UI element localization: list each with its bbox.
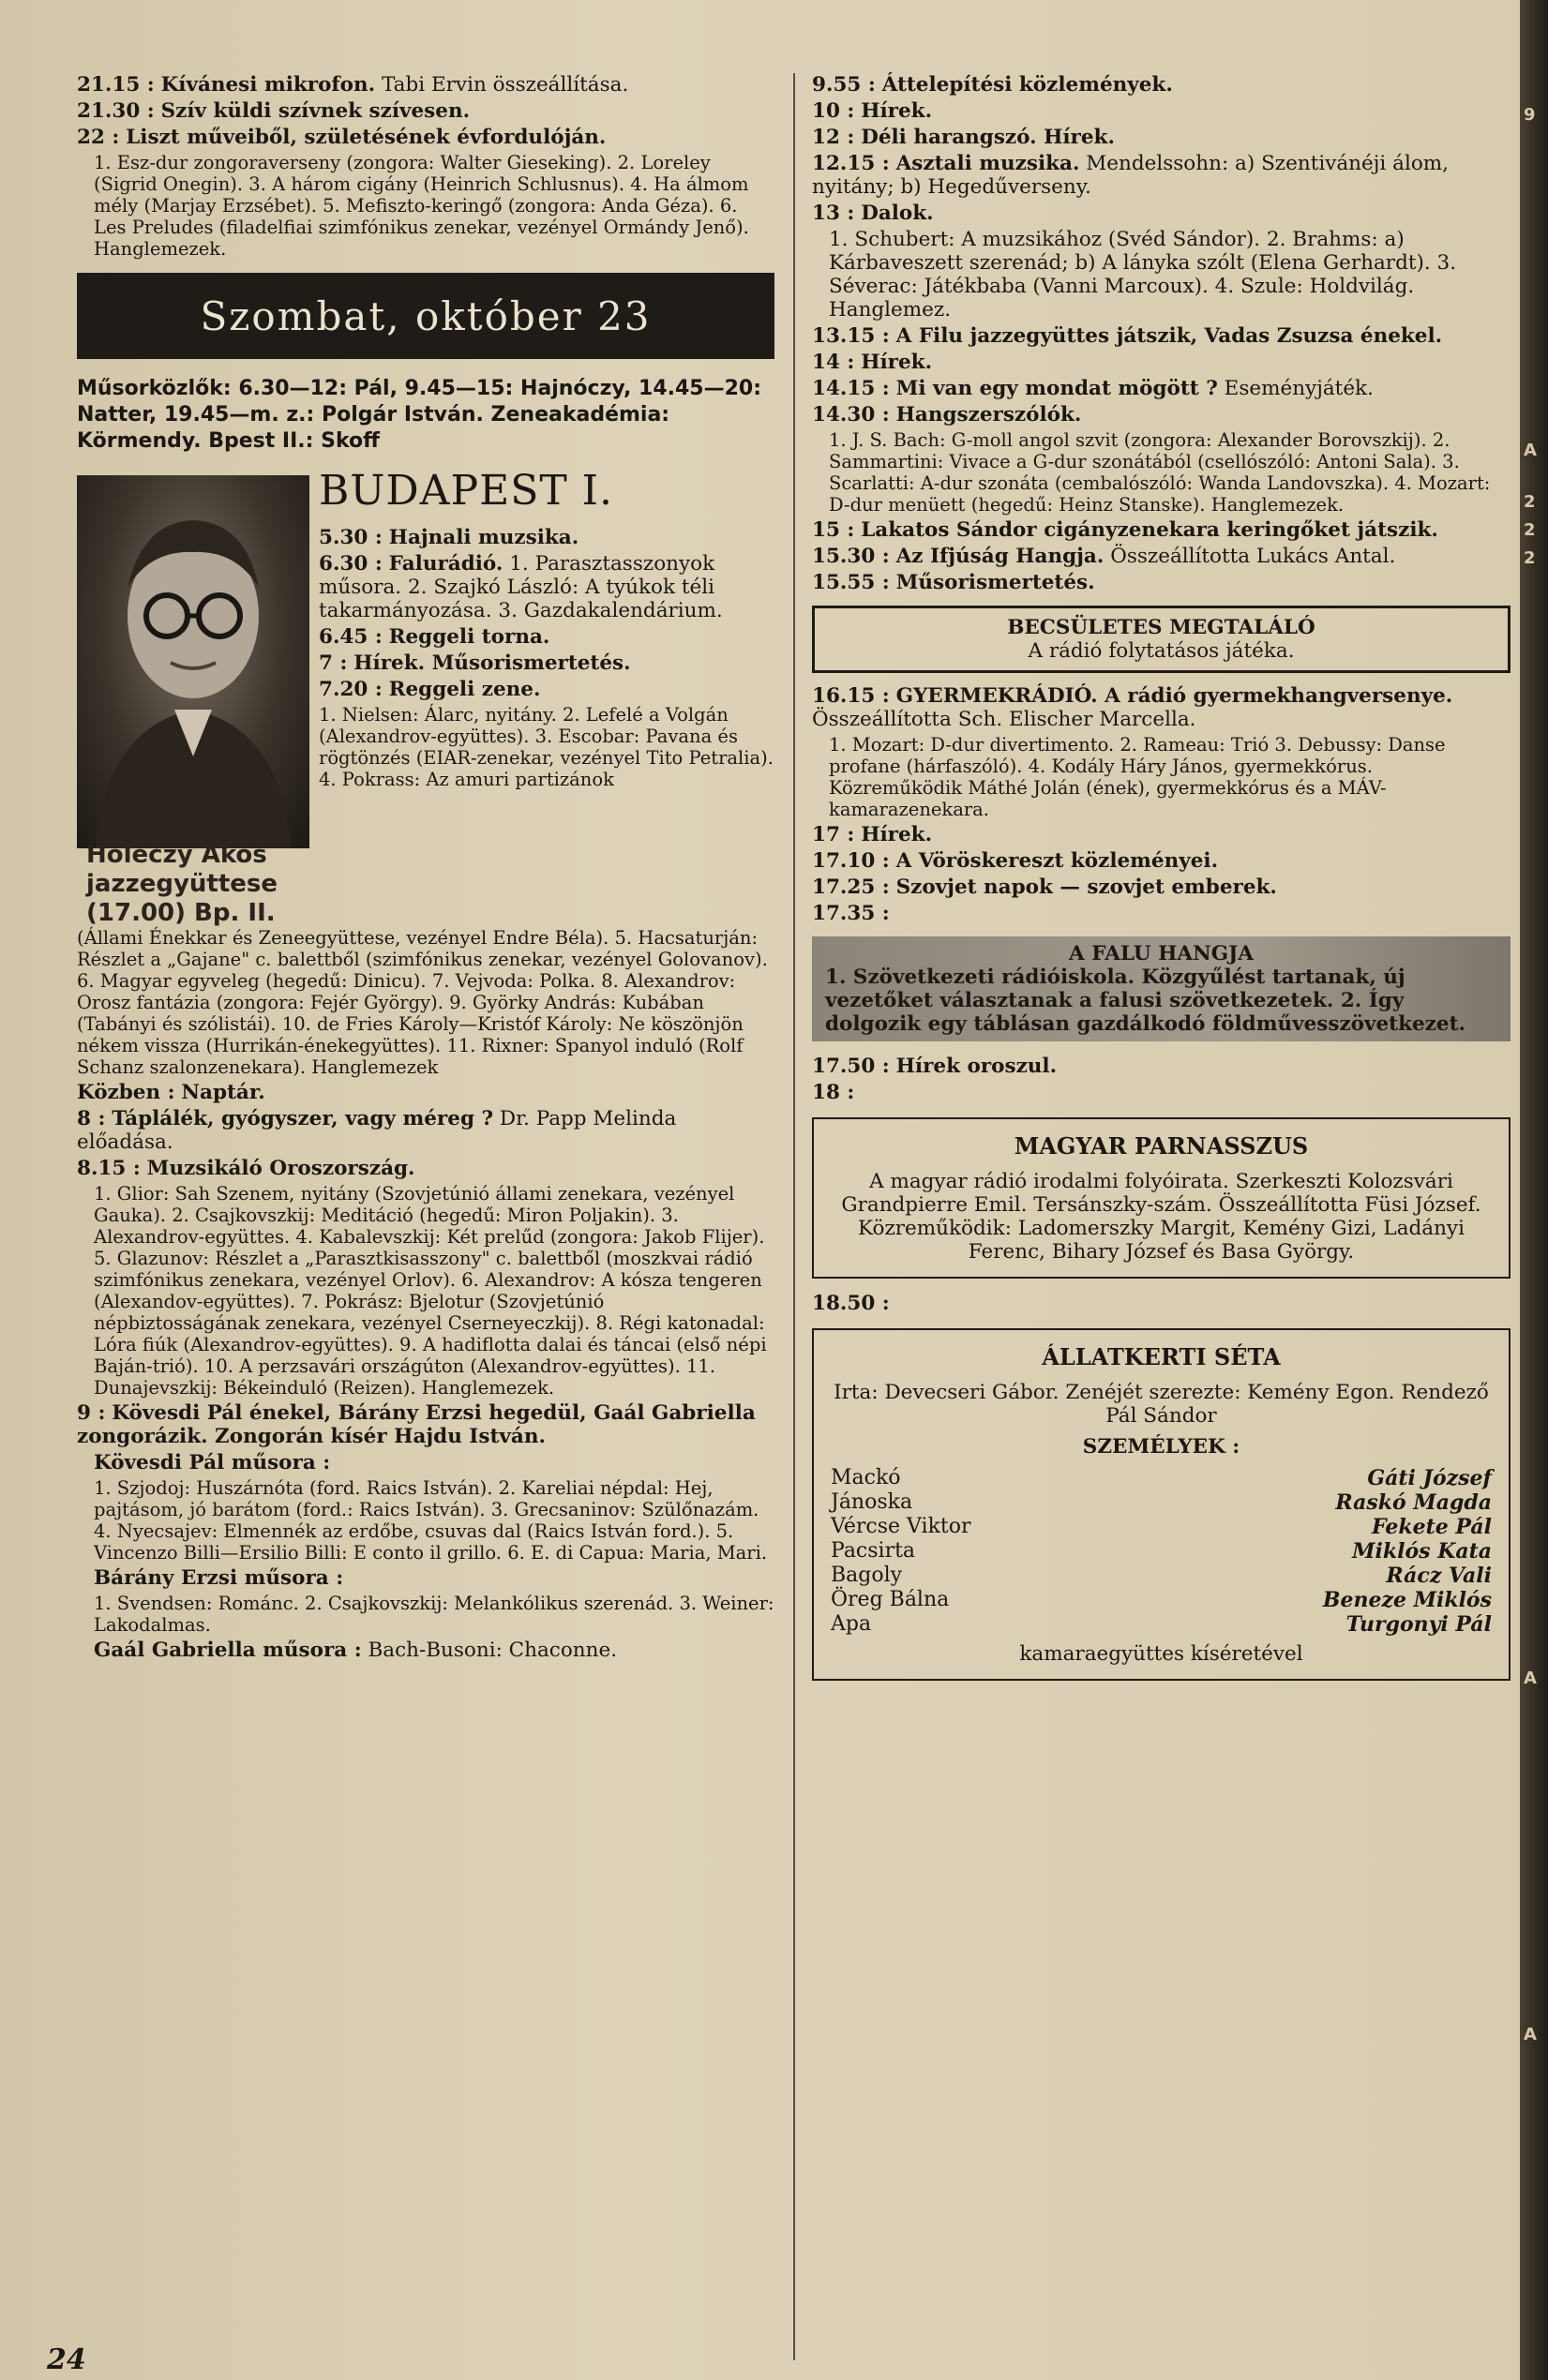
entry-text: Mendelssohn: a) Szentivánéji álom, nyitány; b) Hegedűverseny.	[812, 152, 1449, 199]
entry-time: 9.55 :	[812, 73, 876, 97]
entry-text: Összeállította Lukács Antal.	[1110, 545, 1396, 568]
cast-role: Jánoska	[831, 1490, 913, 1514]
cast-actor: Raskó Magda	[1335, 1490, 1492, 1515]
edge-mark: 2	[1524, 548, 1536, 568]
entry-time: 14 :	[812, 351, 855, 374]
entry-title: Naptár.	[181, 1081, 265, 1104]
program-entry	[812, 73, 1510, 97]
entry-time: 7 :	[319, 651, 348, 675]
entry-title: Szovjet napok — szovjet emberek.	[895, 876, 1277, 899]
program-entry	[812, 351, 1510, 374]
program-entry	[812, 571, 1510, 594]
cast-list	[831, 1466, 1492, 1637]
entry-time: 17.50 :	[812, 1055, 890, 1078]
parnasszus-box	[812, 1117, 1510, 1279]
entry-time: 22 :	[77, 126, 120, 149]
entry-title: Kívánesi mikrofon.	[160, 73, 376, 97]
entry-text: Dr. Papp Melinda előadása.	[77, 1107, 677, 1154]
cast-actor: Gáti József	[1367, 1466, 1492, 1490]
station-title: BUDAPEST I.	[319, 467, 614, 515]
entry-time: 15 :	[812, 518, 855, 542]
entry-title: Hírek. Műsorismertetés.	[353, 651, 631, 675]
entry-title: A Filu jazzegyüttes játszik, Vadas Zsuzsa énekel.	[895, 324, 1443, 348]
box-title: MAGYAR PARNASSZUS	[1014, 1132, 1309, 1160]
entry-time: 17 :	[812, 823, 855, 846]
entry-text: Hírek oroszul.	[895, 1055, 1058, 1078]
cast-row	[831, 1588, 1492, 1612]
falu-hangja-block	[812, 936, 1510, 1041]
column-divider	[793, 73, 795, 2360]
entry-time: 14.30 :	[812, 403, 890, 427]
entry-time: 5.30 :	[319, 526, 383, 549]
edge-mark: 9	[1524, 105, 1536, 125]
entry-title: A Vöröskereszt közleményei.	[895, 849, 1219, 873]
cast-actor: Beneze Miklós	[1322, 1588, 1492, 1612]
program-entry	[812, 902, 1510, 925]
entry-title: Hírek.	[861, 99, 933, 123]
entry-title: GYERMEKRÁDIÓ. A rádió gyermekhangversenye.	[895, 684, 1453, 708]
box-title: BECSÜLETES MEGTALÁLÓ	[1007, 616, 1315, 639]
next-page-edge	[1520, 0, 1548, 2380]
entry-title: Reggeli torna.	[388, 625, 550, 649]
program-entry	[812, 1055, 1510, 1078]
entry-time: 13.15 :	[812, 324, 890, 348]
entry-text: Összeállította Sch. Elischer Marcella.	[812, 708, 1196, 731]
entry-time: 9 :	[77, 1401, 106, 1425]
day-banner: Szombat, október 23	[77, 273, 774, 359]
entry-text: 1. Nielsen: Álarc, nyitány. 2. Lefelé a Volgán (Alexandrov-együttes). 3. Escobar: Pavana és rögtönzés (EIAR-zenekar, vezényel Tito Petralia). 4. Pokrass: Az amuri partizánok	[319, 704, 774, 790]
edge-mark: A	[1524, 1669, 1537, 1688]
program-entry	[812, 99, 1510, 123]
cast-row	[831, 1539, 1492, 1564]
entry-time: 15.55 :	[812, 571, 890, 594]
program-entry	[77, 1639, 774, 1662]
announcers-line: Műsorközlők: 6.30—12: Pál, 9.45—15: Hajnóczy, 14.45—20: Natter, 19.45—m. z.: Polgár István. Zeneakadémia: Körmendy. Bpest II.: Skoff	[77, 377, 762, 453]
entry-text: 1. Schubert: A muzsikához (Svéd Sándor). 2. Brahms: a) Kárbaveszett szerenád; b) A lányka szólt (Elena Gerhardt). 3. Séverac: Játékbaba (Vanni Marcoux). 4. Szule: Holdvilág. Hanglemez.	[829, 228, 1457, 322]
entry-title: Hírek.	[861, 351, 933, 374]
program-entry	[812, 403, 1510, 427]
entry-time: 12 :	[812, 126, 855, 149]
box-text: Irta: Devecseri Gábor. Zenéjét szerezte: Kemény Egon. Rendező Pál Sándor	[834, 1381, 1489, 1428]
entry-title: Muzsikáló Oroszország.	[146, 1157, 415, 1180]
cast-role: Vércse Viktor	[831, 1515, 971, 1538]
cast-row	[831, 1490, 1492, 1515]
entry-title: Reggeli zene.	[388, 678, 541, 701]
program-entry	[319, 526, 774, 549]
program-entry	[319, 552, 774, 622]
block-title: A FALU HANGJA	[1069, 942, 1254, 965]
entry-time: 6.45 :	[319, 625, 383, 649]
program-entry	[319, 678, 774, 701]
photo-caption: Holéczy Ákos jazzegyüttese (17.00) Bp. II.	[86, 841, 278, 927]
program-entry	[77, 99, 774, 123]
program-entry	[77, 1401, 774, 1448]
subsection-title: Kövesdi Pál műsora :	[94, 1451, 331, 1474]
cast-role: Bagoly	[831, 1564, 903, 1587]
box-title: ÁLLATKERTI SÉTA	[1042, 1343, 1281, 1370]
cast-row	[831, 1612, 1492, 1637]
program-entry	[77, 126, 774, 149]
cast-footer: kamaraegyüttes kíséretével	[1019, 1642, 1303, 1666]
subsection-title: Gaál Gabriella műsora :	[94, 1639, 362, 1662]
entry-text: 1. Mozart: D-dur divertimento. 2. Rameau: Trió 3. Debussy: Danse profane (hárfaszóló). 4. Kodály Háry János, gyermekkórus. Közreműködik Máthé Jolán (ének), gyermekkórus és a MÁV-kamarazenekara.	[829, 734, 1446, 820]
portrait-photo	[77, 475, 309, 848]
entry-title: Áttelepítési közlemények.	[881, 73, 1173, 97]
evening-items	[77, 73, 774, 260]
cast-heading: SZEMÉLYEK :	[1082, 1435, 1240, 1459]
allatkerti-seta-box	[812, 1328, 1510, 1681]
entry-title: Kövesdi Pál énekel, Bárány Erzsi hegedül, Gaál Gabriella zongorázik. Zongorán kísér Hajdu István.	[77, 1401, 756, 1448]
program-entry	[812, 377, 1510, 400]
entry-time: 10 :	[812, 99, 855, 123]
entry-title: Déli harangszó. Hírek.	[861, 126, 1115, 149]
entry-time: 7.20 :	[319, 678, 383, 701]
entry-time: 17.10 :	[812, 849, 890, 873]
cast-role: Apa	[831, 1612, 872, 1636]
entry-time: 16.15 :	[812, 684, 890, 708]
block-text: 1. Szövetkezeti rádióiskola. Közgyűlést tartanak, új vezetőket választanak a falusi szövetkezetek. 2. Így dolgozik egy táblásan gazdálkodó földművesszövetkezet.	[825, 965, 1465, 1036]
entry-time: 13 :	[812, 202, 855, 225]
serial-box	[812, 606, 1510, 673]
entry-title: Az Ifjúság Hangja.	[895, 545, 1105, 568]
program-entry	[812, 684, 1510, 731]
entry-time: 18.50 :	[812, 1292, 890, 1315]
entry-text: 1. Glior: Sah Szenem, nyitány (Szovjetúnió állami zenekara, vezényel Gauka). 2. Csajkovszkij: Meditáció (hegedű: Miron Poljakin). 3. Alexandrov-együttes. 4. Kabalevszkij: Két prelűd (zongora: Jakob Flijer). 5. Glazunov: Részlet a „Parasztkisasszony" c. balettből (moszkvai rádió szimfónikus zenekara, vezényel Orlov). 6. Alexandrov: A kósza tengeren (Alexandov-együttes). 7. Pokrász: Bjelotur (Szovjetúnió népbiztosságának zenekara, vezényel Cserneyeczkij). 8. Régi katonadal: Lóra fiúk (Alexandrov-együttes). 9. A hadiflotta dalai és táncai (első népi Baján-trió). 10. A perzsavári országúton (Alexandrov-együttes). 11. Dunajevszkij: Békeinduló (Reizen). Hanglemezek.	[94, 1183, 767, 1399]
program-entry	[77, 1081, 774, 1104]
entry-time: 12.15 :	[812, 152, 890, 175]
cast-role: Pacsirta	[831, 1539, 916, 1563]
entry-text: Tabi Ervin összeállítása.	[381, 73, 629, 97]
edge-mark: 2	[1524, 520, 1536, 540]
program-entry	[812, 1081, 1510, 1104]
entry-time: 21.15 :	[77, 73, 155, 97]
page-number: 24	[47, 2343, 86, 2376]
cast-actor: Fekete Pál	[1371, 1515, 1492, 1539]
cast-role: Öreg Bálna	[831, 1588, 950, 1611]
entry-title: Mi van egy mondat mögött ?	[895, 377, 1218, 400]
entry-time: 15.30 :	[812, 545, 890, 568]
entry-time: 17.25 :	[812, 876, 890, 899]
program-entry	[319, 651, 774, 675]
program-entry	[812, 518, 1510, 542]
entry-text: 1. Parasztasszonyok műsora. 2. Szajkó László: A tyúkok téli takarmányozása. 3. Gazdakalendárium.	[319, 552, 723, 622]
edge-mark: A	[1524, 441, 1537, 460]
entry-text: 1. Svendsen: Románc. 2. Csajkovszkij: Melankólikus szerenád. 3. Weiner: Lakodalmas.	[94, 1593, 774, 1636]
program-entry	[812, 126, 1510, 149]
program-entry	[77, 1107, 774, 1154]
program-entry	[812, 202, 1510, 225]
portrait-illustration	[77, 475, 309, 848]
cast-actor: Miklós Kata	[1352, 1539, 1492, 1564]
entry-time: 6.30 :	[319, 552, 383, 576]
cast-row	[831, 1564, 1492, 1588]
entry-time: Közben :	[77, 1081, 175, 1104]
right-column	[812, 73, 1510, 1694]
entry-text: Eseményjáték.	[1224, 377, 1374, 400]
entry-title: Hangszerszólók.	[895, 403, 1082, 427]
subsection-title: Bárány Erzsi műsora :	[94, 1566, 344, 1590]
entry-title: Asztali muzsika.	[895, 152, 1080, 175]
entry-time: 17.35 :	[812, 902, 890, 925]
entry-title: Hírek.	[861, 823, 933, 846]
entry-title: Műsorismertetés.	[895, 571, 1095, 594]
entry-title: Lakatos Sándor cigányzenekara keringőket játszik.	[861, 518, 1438, 542]
entry-text: 1. Szjodoj: Huszárnóta (ford. Raics István). 2. Kareliai népdal: Hej, pajtásom, jó barátom (ford.: Raics István). 3. Grecsaninov: Szülőnazám. 4. Nyecsajev: Elmennék az erdőbe, csuvas dal (Raics István ford.). 5. Vincenzo Billi—Ersilio Billi: E conto il grillo. 6. E. di Capua: Maria, Mari.	[94, 1477, 768, 1564]
program-entry	[812, 849, 1510, 873]
program-entry	[812, 823, 1510, 846]
entry-title: Táplálék, gyógyszer, vagy méreg ?	[112, 1107, 494, 1130]
program-entry	[812, 876, 1510, 899]
entry-title: Falurádió.	[388, 552, 503, 576]
budapest-section	[77, 468, 774, 927]
entry-time: 8.15 :	[77, 1157, 141, 1180]
entry-title: Dalok.	[861, 202, 934, 225]
entry-text: Bach-Busoni: Chaconne.	[368, 1639, 618, 1662]
box-text: A magyar rádió irodalmi folyóirata. Szerkeszti Kolozsvári Grandpierre Emil. Tersánszky-szám. Összeállította Füsi József. Közreműködik: Ladomerszky Margit, Kemény Gizi, Ladányi Ferenc, Bihary József és Basa György.	[841, 1170, 1481, 1264]
edge-mark: A	[1524, 2025, 1537, 2044]
entry-text: 1. J. S. Bach: G-moll angol szvit (zongora: Alexander Borovszkij). 2. Sammartini: Vivace a G-dur szonátából (csellószóló: Antoni Sala). 3. Scarlatti: A-dur szonáta (cembalószóló: Wanda Landovszka). 4. Mozart: D-dur menüett (hegedű: Heinz Stanske). Hanglemezek.	[829, 429, 1491, 516]
program-entry	[812, 545, 1510, 568]
entry-time: 14.15 :	[812, 377, 890, 400]
program-entry	[812, 324, 1510, 348]
entry-time: 18 :	[812, 1081, 855, 1104]
entry-title: Liszt műveiből, születésének évfordulóján.	[126, 126, 607, 149]
program-entry	[319, 625, 774, 649]
cast-actor: Turgonyi Pál	[1345, 1612, 1492, 1637]
cast-role: Mackó	[831, 1466, 901, 1489]
left-column	[77, 73, 774, 1665]
program-entry	[812, 152, 1510, 199]
box-subtitle: A rádió folytatásos játéka.	[1028, 639, 1295, 663]
cast-row	[831, 1515, 1492, 1539]
entry-text: (Állami Énekkar és Zeneegyüttese, vezényel Endre Béla). 5. Hacsaturján: Részlet a „Gajane" c. balettből (szimfónikus zenekar, vezényel Golovanov). 6. Magyar egyveleg (hegedű: Dinicu). 7. Vejvoda: Polka. 8. Alexandrov: Orosz fantázia (zongora: Fejér György). 9. Györky András: Kubában (Tabányi és szólistái). 10. de Fries Károly—Kristóf Károly: Ne köszönjön nékem vissza (Hurrikán-énekegyüttes). 11. Rixner: Spanyol induló (Rolf Schanz szalonzenekara). Hanglemezek	[77, 927, 768, 1078]
edge-mark: 2	[1524, 492, 1536, 512]
entry-time: 8 :	[77, 1107, 106, 1130]
program-entry	[77, 73, 774, 97]
cast-row	[831, 1466, 1492, 1490]
entry-title: Szív küldi szívnek szívesen.	[160, 99, 471, 123]
entry-title: Hajnali muzsika.	[388, 526, 579, 549]
budapest-column	[319, 468, 774, 793]
cast-actor: Rácz Vali	[1386, 1564, 1492, 1588]
program-entry	[77, 1157, 774, 1180]
entry-time: 21.30 :	[77, 99, 155, 123]
entry-text: 1. Esz-dur zongoraverseny (zongora: Walter Gieseking). 2. Loreley (Sigrid Onegin). 3. A három cigány (Heinrich Schlusnus). 4. Ha álmom mély (Marjay Erzsébet). 5. Mefiszto-keringő (zongora: Anda Géza). 6. Les Preludes (filadelfiai szimfónikus zenekar, vezényel Ormándy Jenő). Hanglemezek.	[94, 152, 749, 260]
